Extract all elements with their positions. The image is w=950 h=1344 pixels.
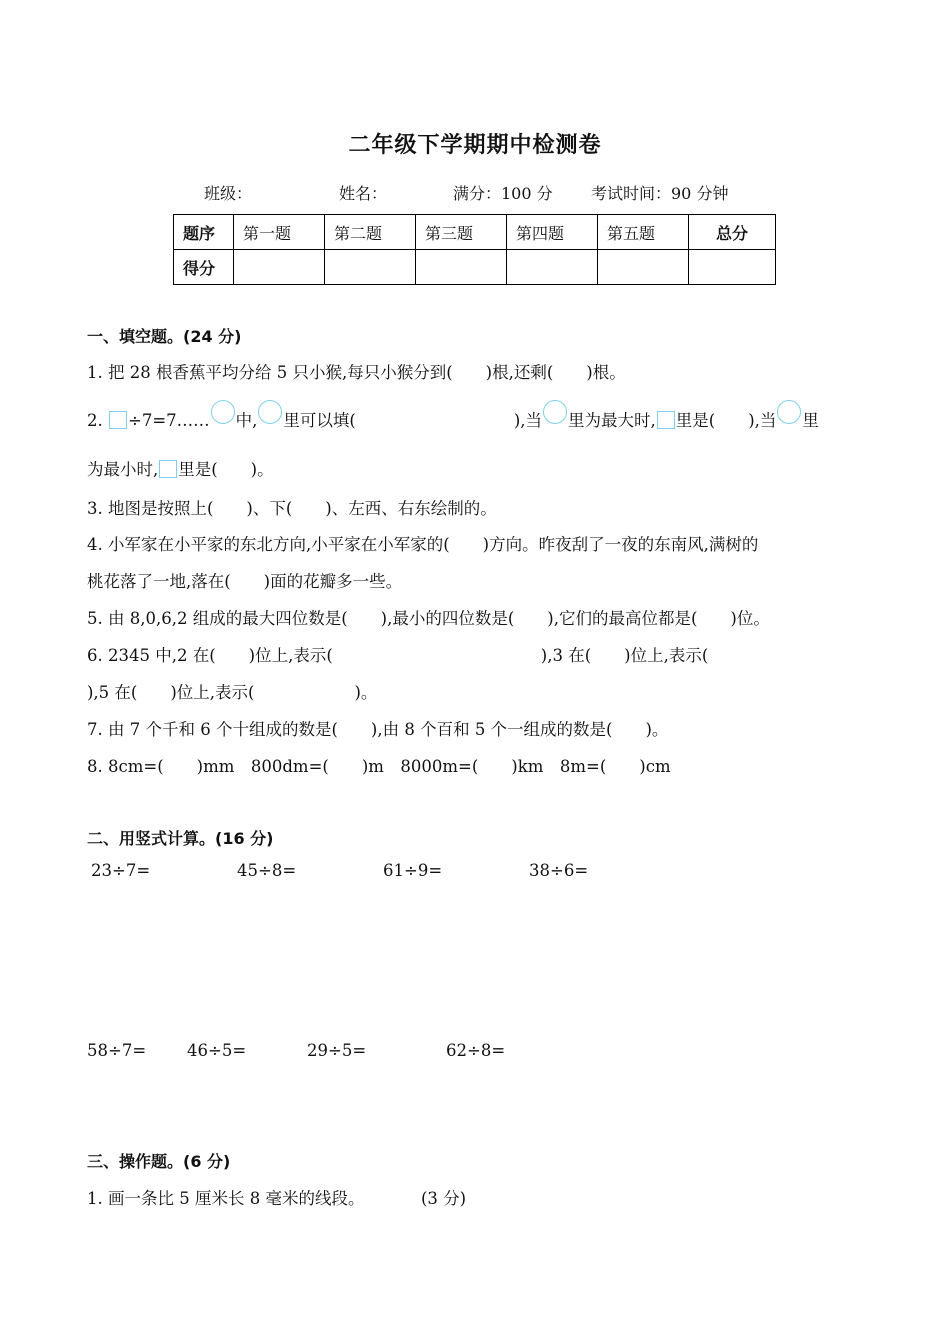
square-box-icon (657, 411, 675, 429)
question-1-1: 1. 把 28 根香蕉平均分给 5 只小猴,每只小猴分到( )根,还剩( )根。 (87, 363, 626, 382)
score-input-cell[interactable] (325, 250, 416, 285)
score-table-cell: 第五题 (598, 215, 689, 250)
score-table-header-row (174, 215, 776, 250)
calc-item: 62÷8= (446, 1041, 506, 1060)
question-1-3: 3. 地图是按照上( )、下( )、左西、右东绘制的。 (87, 499, 497, 518)
question-3-1-points: (3 分) (421, 1189, 467, 1208)
question-1-6: 6. 2345 中,2 在( )位上,表示( ),3 在( )位上,表示( (87, 646, 709, 665)
square-box-icon (109, 411, 127, 429)
calc-item: 23÷7= (91, 861, 151, 880)
question-1-5: 5. 由 8,0,6,2 组成的最大四位数是( ),最小的四位数是( ),它们的最高位都是( )位。 (87, 609, 770, 628)
question-3-1: 1. 画一条比 5 厘米长 8 毫米的线段。 (87, 1189, 365, 1208)
score-table-cell: 第四题 (507, 215, 598, 250)
score-input-cell[interactable] (416, 250, 507, 285)
question-1-8: 8. 8cm=( )mm 800dm=( )m 8000m=( )km 8m=( )cm (87, 757, 671, 776)
full-score-label: 满分：100 分 (453, 184, 553, 203)
question-1-2-continued: 为最小时, 里是( )。 (87, 460, 274, 479)
circle-box-icon (258, 400, 282, 424)
score-table-cell: 题序 (174, 215, 234, 250)
question-1-2: 2. ÷7=7…… 中, 里可以填( ),当 里为最大时, 里是( ),当 里 (87, 400, 819, 431)
section-1-heading: 一、填空题。(24 分) (87, 327, 242, 346)
score-table-cell: 得分 (174, 250, 234, 285)
circle-box-icon (543, 400, 567, 424)
page-title: 二年级下学期期中检测卷 (348, 133, 602, 158)
score-table-cell: 第三题 (416, 215, 507, 250)
name-label: 姓名： (339, 184, 388, 203)
score-input-cell[interactable] (689, 250, 776, 285)
score-table (173, 214, 776, 285)
question-1-4-continued: 桃花落了一地,落在( )面的花瓣多一些。 (87, 572, 403, 591)
calc-item: 58÷7= (87, 1041, 147, 1060)
score-input-cell[interactable] (507, 250, 598, 285)
question-1-7: 7. 由 7 个千和 6 个十组成的数是( ),由 8 个百和 5 个一组成的数是( )。 (87, 720, 669, 739)
calc-item: 45÷8= (237, 861, 297, 880)
section-2-heading: 二、用竖式计算。(16 分) (87, 829, 274, 848)
section-3-heading: 三、操作题。(6 分) (87, 1152, 231, 1171)
question-1-4: 4. 小军家在小平家的东北方向,小平家在小军家的( )方向。昨夜刮了一夜的东南风,满树的 (87, 535, 759, 554)
score-table-cell: 第二题 (325, 215, 416, 250)
score-input-cell[interactable] (234, 250, 325, 285)
score-input-cell[interactable] (598, 250, 689, 285)
calc-item: 38÷6= (529, 861, 589, 880)
calc-item: 46÷5= (187, 1041, 247, 1060)
score-table-cell: 第一题 (234, 215, 325, 250)
score-table-score-row (174, 250, 776, 285)
calc-item: 61÷9= (383, 861, 443, 880)
calc-item: 29÷5= (307, 1041, 367, 1060)
square-box-icon (159, 460, 177, 478)
question-1-6-continued: ),5 在( )位上,表示( )。 (87, 683, 378, 702)
exam-time-label: 考试时间：90 分钟 (591, 184, 729, 203)
score-table-cell: 总分 (689, 215, 776, 250)
class-label: 班级： (204, 184, 253, 203)
circle-box-icon (777, 400, 801, 424)
circle-box-icon (211, 400, 235, 424)
